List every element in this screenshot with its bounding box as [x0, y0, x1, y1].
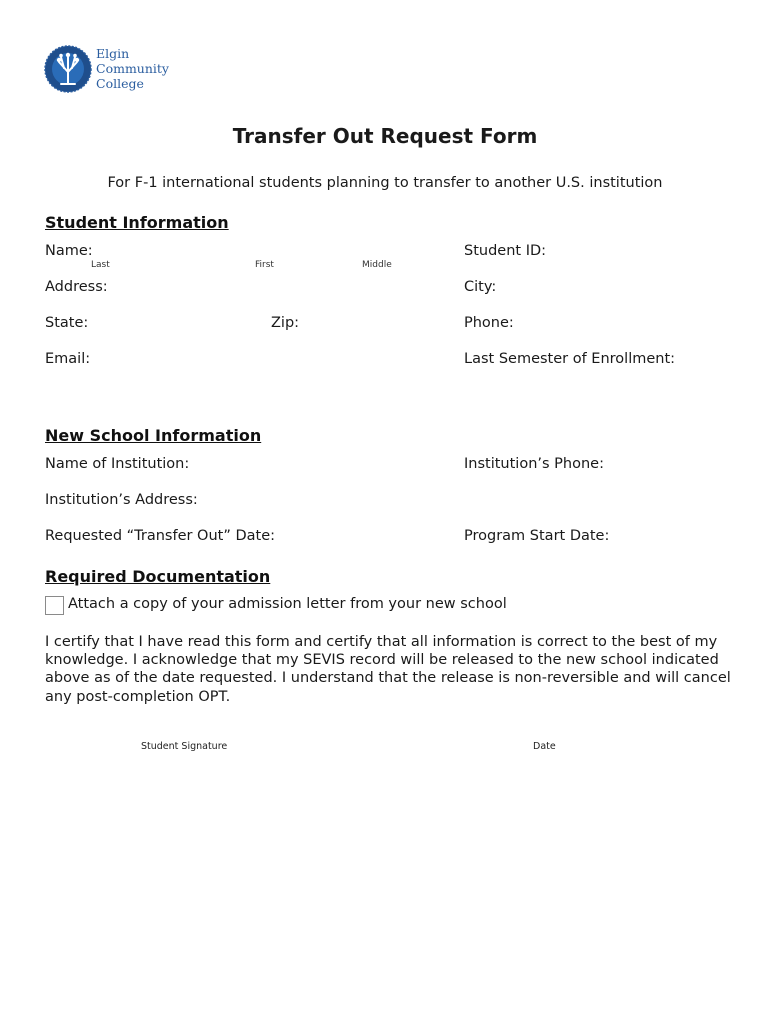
institution-address-label: Institution’s Address: — [45, 492, 198, 508]
logo-line-1: Elgin — [96, 46, 130, 61]
name-middle-caption: Middle — [362, 260, 392, 270]
name-last-caption: Last — [91, 260, 110, 270]
logo-wordmark — [96, 46, 169, 91]
last-semester-label: Last Semester of Enrollment: — [464, 351, 676, 367]
transfer-date-label: Requested “Transfer Out” Date: — [45, 528, 276, 544]
logo-line-3: College — [96, 76, 144, 91]
admission-letter-checkbox[interactable] — [45, 596, 64, 615]
page-title: Transfer Out Request Form — [232, 124, 538, 148]
email-label: Email: — [45, 351, 91, 367]
college-logo — [42, 44, 182, 96]
phone-label: Phone: — [464, 315, 514, 331]
student-id-label: Student ID: — [464, 243, 547, 259]
page-subtitle: For F-1 international students planning to transfer to another U.S. institution — [107, 175, 663, 191]
address-label: Address: — [45, 279, 108, 295]
date-caption: Date — [533, 741, 556, 752]
new-school-heading: New School Information — [45, 426, 262, 445]
name-label: Name: — [45, 243, 93, 259]
institution-phone-label: Institution’s Phone: — [464, 456, 604, 472]
institution-name-label: Name of Institution: — [45, 456, 190, 472]
certification-text: I certify that I have read this form and certify that all information is correct to the best of my knowledge. I acknowledge that my SEVIS record will be released to the new school indicated above as of the date requested. I understand that the release is non-reversible and will cancel any post-completion OPT. — [45, 634, 731, 705]
city-label: City: — [464, 279, 497, 295]
logo-line-2: Community — [96, 61, 169, 76]
student-info-heading: Student Information — [45, 213, 229, 232]
name-first-caption: First — [255, 260, 274, 270]
program-start-label: Program Start Date: — [464, 528, 610, 544]
tree-seal-icon — [44, 44, 92, 94]
zip-label: Zip: — [271, 315, 300, 331]
documentation-heading: Required Documentation — [45, 567, 271, 586]
admission-letter-label: Attach a copy of your admission letter from your new school — [68, 596, 507, 612]
student-signature-caption: Student Signature — [141, 741, 228, 752]
state-label: State: — [45, 315, 89, 331]
